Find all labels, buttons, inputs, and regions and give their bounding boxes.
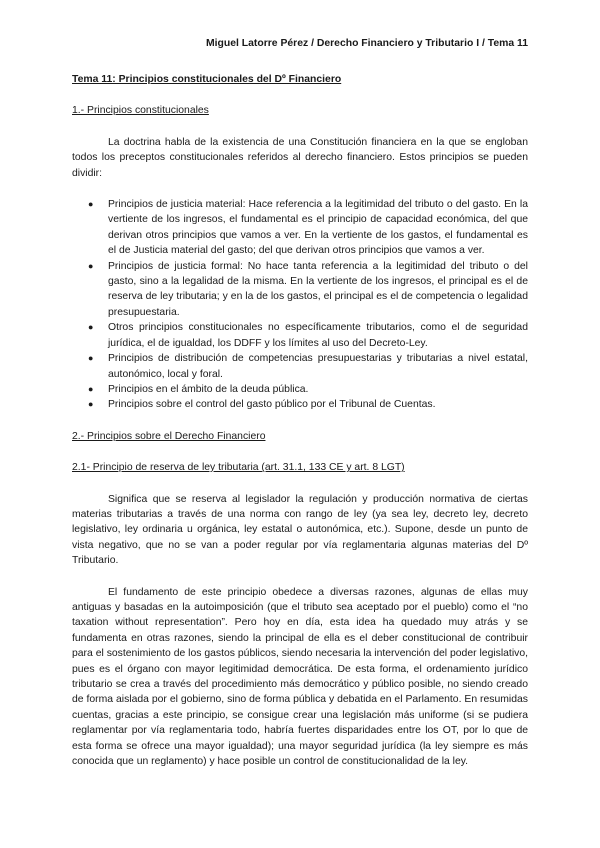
- principles-list: [72, 197, 528, 413]
- bullet-icon: ●: [88, 383, 94, 394]
- section-2-1-heading: 2.1- Principio de reserva de ley tributaria (art. 31.1, 133 CE y art. 8 LGT): [72, 462, 405, 474]
- bullet-icon: ●: [88, 399, 94, 410]
- section-1-heading: 1.- Principios constitucionales: [72, 105, 209, 117]
- list-item: ● Principios de distribución de competencias presupuestarias y tributarias a nivel estatal, autonómico, local y foral.: [88, 353, 528, 380]
- list-item: ● Otros principios constitucionales no específicamente tributarios, como el de seguridad jurídica, el de igualdad, los DDFF y los límites al uso del Decreto-Ley.: [88, 322, 528, 349]
- bullet-icon: ●: [88, 322, 94, 333]
- paragraph: Significa que se reserva al legislador la regulación y producción normativa de ciertas materias tributarias a través de una norma con rango de ley (ya sea ley, decreto ley, decreto legislativo, ley ordinaria u orgánica, ley estatal o autonómica, etc.). Supone, desde un punto de vista negativo, que no se van a poder regular por vía reglamentaria algunas materias del Dº Tributario.: [72, 493, 528, 567]
- section-2-heading: 2.- Principios sobre el Derecho Financiero: [72, 430, 266, 442]
- bullet-icon: ●: [88, 260, 94, 271]
- section-1-intro: La doctrina habla de la existencia de una Constitución financiera en la que se engloban todos los preceptos constitucionales referidos al derecho financiero. Estos principios se pueden dividir:: [72, 136, 528, 179]
- running-header: Miguel Latorre Pérez / Derecho Financiero y Tributario I / Tema 11: [205, 38, 528, 49]
- paragraph: El fundamento de este principio obedece a diversas razones, algunas de ellas muy antiguas y basadas en la autoimposición (que el tributo sea aceptado por el pueblo) como el “no taxation without representation”. Pero hoy en día, esta idea ha quedado muy atrás y se fundamenta en otras razones, siendo la principal de ella es el deber constitucional de contribuir para el sostenimiento de los gastos públicos, siendo necesaria la intervención del poder legislativo, pues es el órgano con mayor legitimidad democrática. De esta forma, el ordenamiento jurídico tributario se crea a través del procedimiento más democrático y público posible, no siendo creado de forma aislada por el gobierno, sino de forma pública y debatida en el Parlamento. En resumidas cuentas, gracias a este principio, se consigue crear una legislación más uniforme (si se pudiera reglamentar por vía reglamentaria todo, habría fuertes disparidades entre los OT, por lo que de esta forma se ofrece una mayor igualdad); una mayor seguridad jurídica (la ley siempre es más conocida que un reglamento) y hace posible un control de constitucionalidad de la ley.: [72, 586, 528, 768]
- list-item: ● Principios sobre el control del gasto público por el Tribunal de Cuentas.: [108, 397, 528, 412]
- document-body: [72, 72, 528, 785]
- list-item: ● Principios de justicia material: Hace referencia a la legitimidad del tributo o del gasto. En la vertiente de los ingresos, el fundamental es el principio de capacidad económica, del que derivan otros principios que vamos a ver. En la vertiente de los gastos, el fundamental es el de Justicia material del gasto; del que derivan otros principios que vamos a ver.: [88, 199, 528, 257]
- list-item: ● Principios de justicia formal: No hace tanta referencia a la legitimidad del tributo o del gasto, sino a la legalidad de la misma. En la vertiente de los ingresos, el principal es el de reserva de ley tributaria; y en la de los gastos, el principal es el de competencia o legalidad presupuestaria.: [88, 260, 528, 318]
- list-item: ● Principios en el ámbito de la deuda pública.: [108, 382, 528, 397]
- bullet-icon: ●: [88, 199, 94, 210]
- page-title: Tema 11: Principios constitucionales del Dº Financiero: [72, 74, 342, 85]
- bullet-icon: ●: [88, 353, 94, 364]
